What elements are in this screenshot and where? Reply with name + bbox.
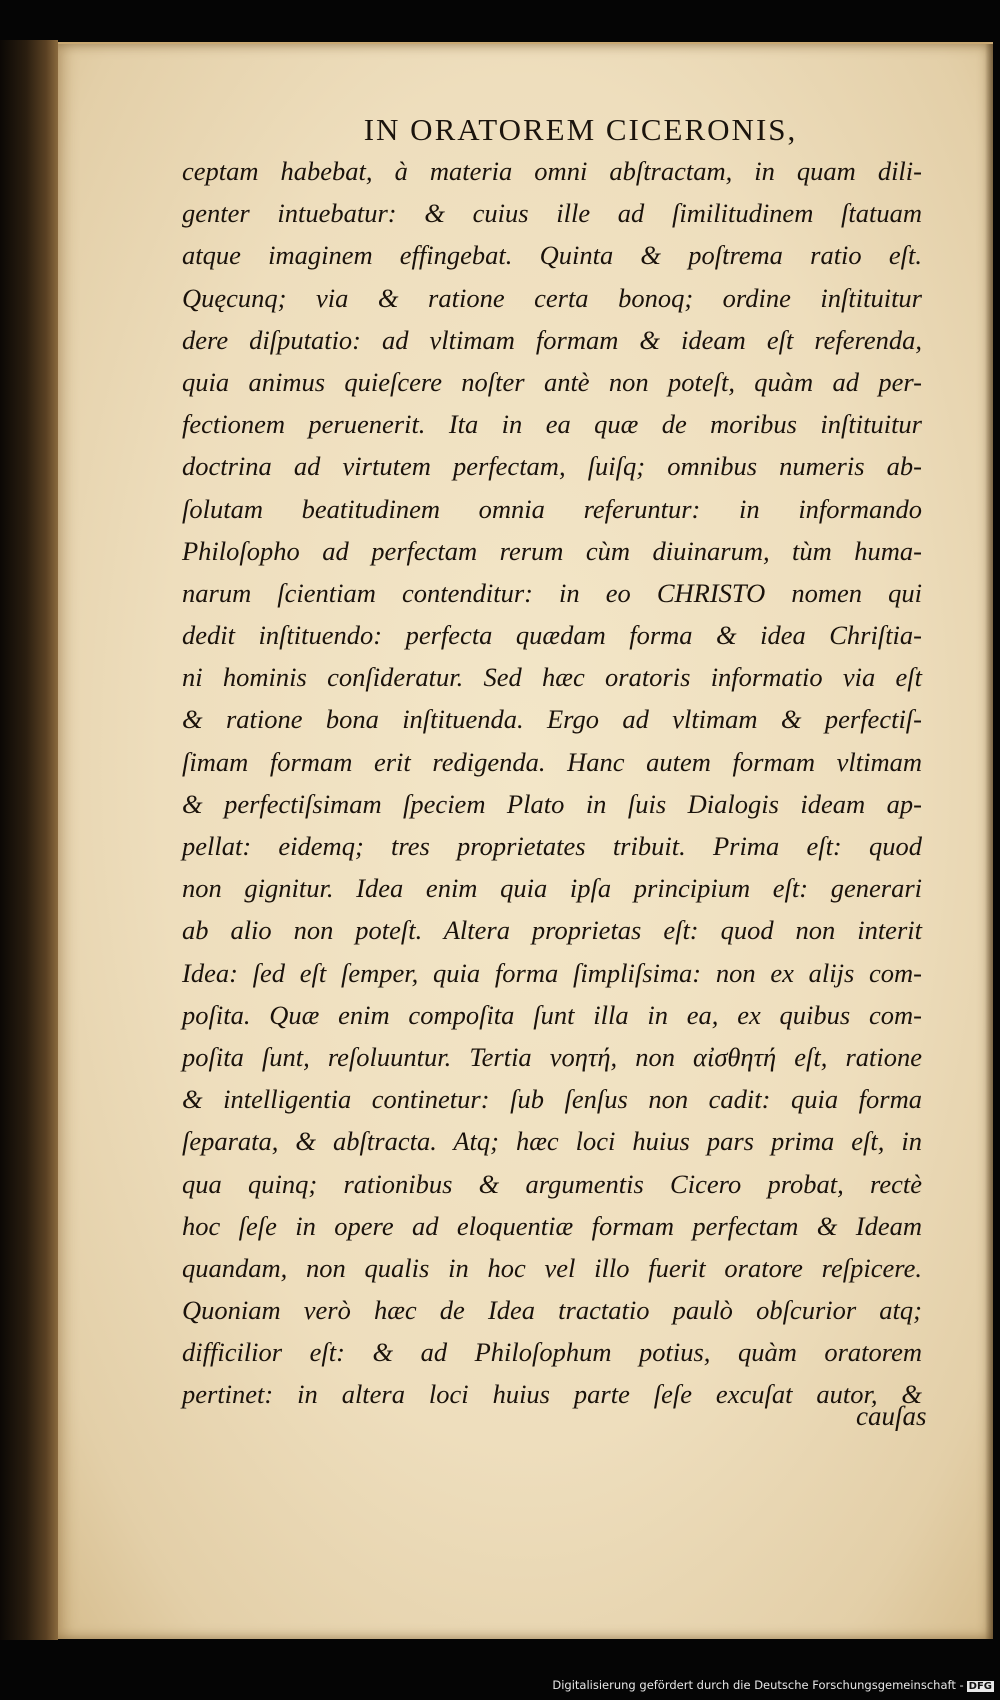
text-line: hoc ſeſe in opere ad eloquentiæ formam perfectam & Ideam bbox=[182, 1210, 922, 1241]
catchword: cauſas bbox=[856, 1401, 927, 1431]
text-line: ceptam habebat, à materia omni abſtractam, in quam dili- bbox=[182, 156, 922, 186]
text-line: Idea: ſed eſt ſemper, quia forma ſimpliſsima: non ex alijs com- bbox=[182, 957, 922, 988]
text-line: doctrina ad virtutem perfectam, ſuiſq; omnibus numeris ab- bbox=[182, 451, 922, 482]
running-head-text: IN ORATOREM CICERONIS, bbox=[363, 112, 798, 147]
text-line: atque imaginem effingebat. Quinta & poſtrema ratio eſt. bbox=[182, 240, 922, 271]
dfg-logo: DFG bbox=[968, 1681, 992, 1692]
text-line: dere diſputatio: ad vltimam formam & ideam eſt referenda, bbox=[182, 324, 922, 355]
text-line: difficilior eſt: & ad Philoſophum potius, quàm oratorem bbox=[182, 1337, 922, 1368]
text-line: Quoniam verò hæc de Idea tractatio paulò obſcurior atq; bbox=[182, 1295, 922, 1326]
text-line: & intelligentia continetur: ſub ſenſus non cadit: quia forma bbox=[182, 1084, 922, 1115]
text-line: Philoſopho ad perfectam rerum cùm diuinarum, tùm huma- bbox=[182, 535, 922, 566]
text-line: non gignitur. Idea enim quia ipſa principium eſt: generari bbox=[182, 873, 922, 904]
page-edge-shadow bbox=[985, 44, 993, 1639]
text-line: quia animus quieſcere noſter antè non poteſt, quàm ad per- bbox=[182, 366, 922, 397]
text-line: pertinet: in altera loci huius parte ſeſe excuſat autor, & bbox=[182, 1379, 922, 1410]
digitization-credit bbox=[552, 1678, 994, 1692]
text-line: & ratione bona inſtituenda. Ergo ad vltimam & perfectiſ- bbox=[182, 704, 922, 735]
text-line: ſeparata, & abſtracta. Atq; hæc loci huius pars prima eſt, in bbox=[182, 1126, 922, 1157]
text-line: genter intuebatur: & cuius ille ad ſimilitudinem ſtatuam bbox=[182, 198, 922, 229]
text-line: Quęcunq; via & ratione certa bonoq; ordine inſtituitur bbox=[182, 282, 922, 313]
text-line: pellat: eidemq; tres proprietates tribuit. Prima eſt: quod bbox=[182, 831, 922, 861]
text-line: fectionem peruenerit. Ita in ea quæ de moribus inſtituitur bbox=[182, 409, 922, 440]
text-line: narum ſcientiam contenditur: in eo CHRISTO nomen qui bbox=[182, 577, 922, 608]
text-line: ab alio non poteſt. Altera proprietas eſt: quod non interit bbox=[182, 915, 922, 946]
body-text bbox=[182, 150, 982, 1416]
digitization-credit-text: Digitalisierung gefördert durch die Deutsche Forschungsgemeinschaft - bbox=[552, 1678, 964, 1692]
text-line: dedit inſtituendo: perfecta quædam forma & idea Chriſtia- bbox=[182, 620, 922, 651]
text-line: poſita ſunt, reſoluuntur. Tertia νοητή, non αἰσθητή eſt, ratione bbox=[182, 1041, 922, 1072]
text-line: ſimam formam erit redigenda. Hanc autem formam vltimam bbox=[182, 746, 922, 777]
text-line: qua quinq; rationibus & argumentis Cicero probat, rectè bbox=[182, 1168, 922, 1199]
running-head bbox=[58, 112, 993, 148]
text-line: quandam, non qualis in hoc vel illo fuerit oratore reſpicere. bbox=[182, 1252, 922, 1283]
text-line: ni hominis conſideratur. Sed hæc oratoris informatio via eſt bbox=[182, 662, 922, 693]
text-line: poſita. Quæ enim compoſita ſunt illa in ea, ex quibus com- bbox=[182, 999, 922, 1030]
book-spine-edge bbox=[0, 40, 58, 1640]
text-line: ſolutam beatitudinem omnia referuntur: in informando bbox=[182, 493, 922, 524]
text-line: & perfectiſsimam ſpeciem Plato in ſuis Dialogis ideam ap- bbox=[182, 788, 922, 819]
